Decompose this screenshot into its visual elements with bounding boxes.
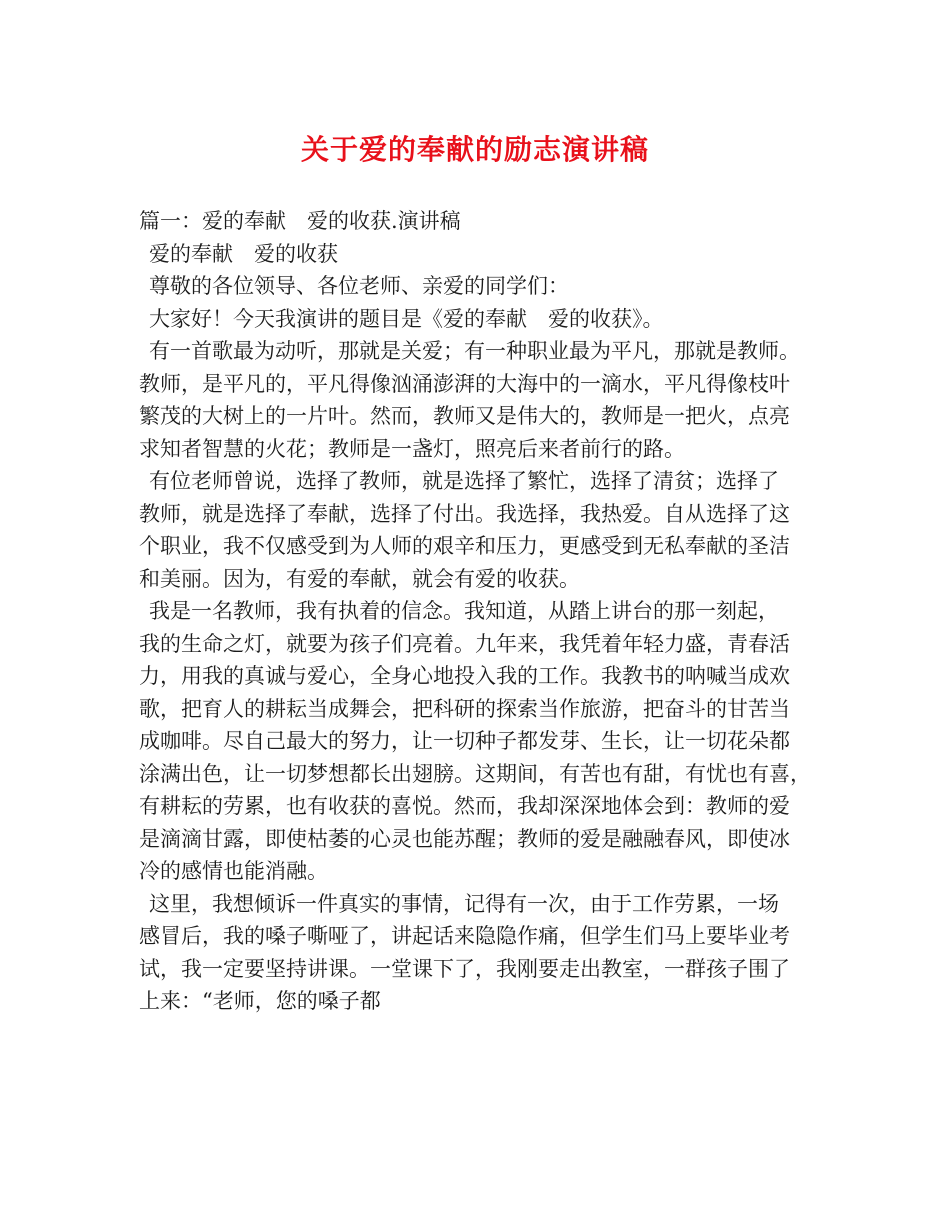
text-line: 求知者智慧的火花；教师是一盏灯，照亮后来者前行的路。 xyxy=(139,436,685,461)
text-line: 个职业，我不仅感受到为人师的艰辛和压力，更感受到无私奉献的圣洁 xyxy=(139,534,790,558)
text-line: 试，我一定要坚持讲课。一堂课下了，我刚要走出教室，一群孩子围了 xyxy=(139,956,790,981)
text-line: 成咖啡。尽自己最大的努力，让一切种子都发芽、生长，让一切花朵都 xyxy=(139,729,790,753)
document-title: 关于爱的奉献的励志演讲稿 xyxy=(300,133,649,166)
text-line: 爱的奉献 爱的收获 xyxy=(149,241,338,266)
text-line: 和美丽。因为，有爱的奉献，就会有爱的收获。 xyxy=(139,566,580,591)
text-line: 冷的感情也能消融。 xyxy=(139,859,328,883)
text-line: 教师，是平凡的，平凡得像汹涌澎湃的大海中的一滴水，平凡得像枝叶 xyxy=(139,371,790,396)
text-line: 感冒后，我的嗓子嘶哑了，讲起话来隐隐作痛，但学生们马上要毕业考 xyxy=(139,924,790,948)
text-line: 篇一：爱的奉献 爱的收获.演讲稿 xyxy=(139,209,461,233)
text-line: 是滴滴甘露，即使枯萎的心灵也能苏醒；教师的爱是融融春风，即使冰 xyxy=(139,826,790,851)
text-line: 有耕耘的劳累，也有收获的喜悦。然而，我却深深地体会到：教师的爱 xyxy=(139,794,790,818)
document-body xyxy=(139,205,819,1018)
text-line: 尊敬的各位领导、各位老师、亲爱的同学们： xyxy=(149,274,569,298)
text-line: 有位老师曾说，选择了教师，就是选择了繁忙，选择了清贫；选择了 xyxy=(149,469,779,493)
text-line: 有一首歌最为动听，那就是关爱；有一种职业最为平凡，那就是教师。 xyxy=(149,339,800,363)
text-line: 繁茂的大树上的一片叶。然而，教师又是伟大的，教师是一把火，点亮 xyxy=(139,404,790,428)
text-line: 涂满出色，让一切梦想都长出翅膀。这期间，有苦也有甜，有忧也有喜， xyxy=(139,761,811,786)
text-line: 我是一名教师，我有执着的信念。我知道，从踏上讲台的那一刻起， xyxy=(149,599,779,623)
text-line: 上来：“老师，您的嗓子都 xyxy=(139,989,381,1013)
text-line: 教师，就是选择了奉献，选择了付出。我选择，我热爱。自从选择了这 xyxy=(139,501,790,526)
text-line: 大家好！今天我演讲的题目是《爱的奉献 爱的收获》。 xyxy=(149,306,664,331)
text-line: 这里，我想倾诉一件真实的事情，记得有一次，由于工作劳累，一场 xyxy=(149,891,779,916)
text-line: 歌，把育人的耕耘当成舞会，把科研的探索当作旅游，把奋斗的甘苦当 xyxy=(139,696,790,721)
text-line: 我的生命之灯，就要为孩子们亮着。九年来，我凭着年轻力盛，青春活 xyxy=(139,631,790,656)
text-line: 力，用我的真诚与爱心，全身心地投入我的工作。我教书的呐喊当成欢 xyxy=(139,664,790,688)
